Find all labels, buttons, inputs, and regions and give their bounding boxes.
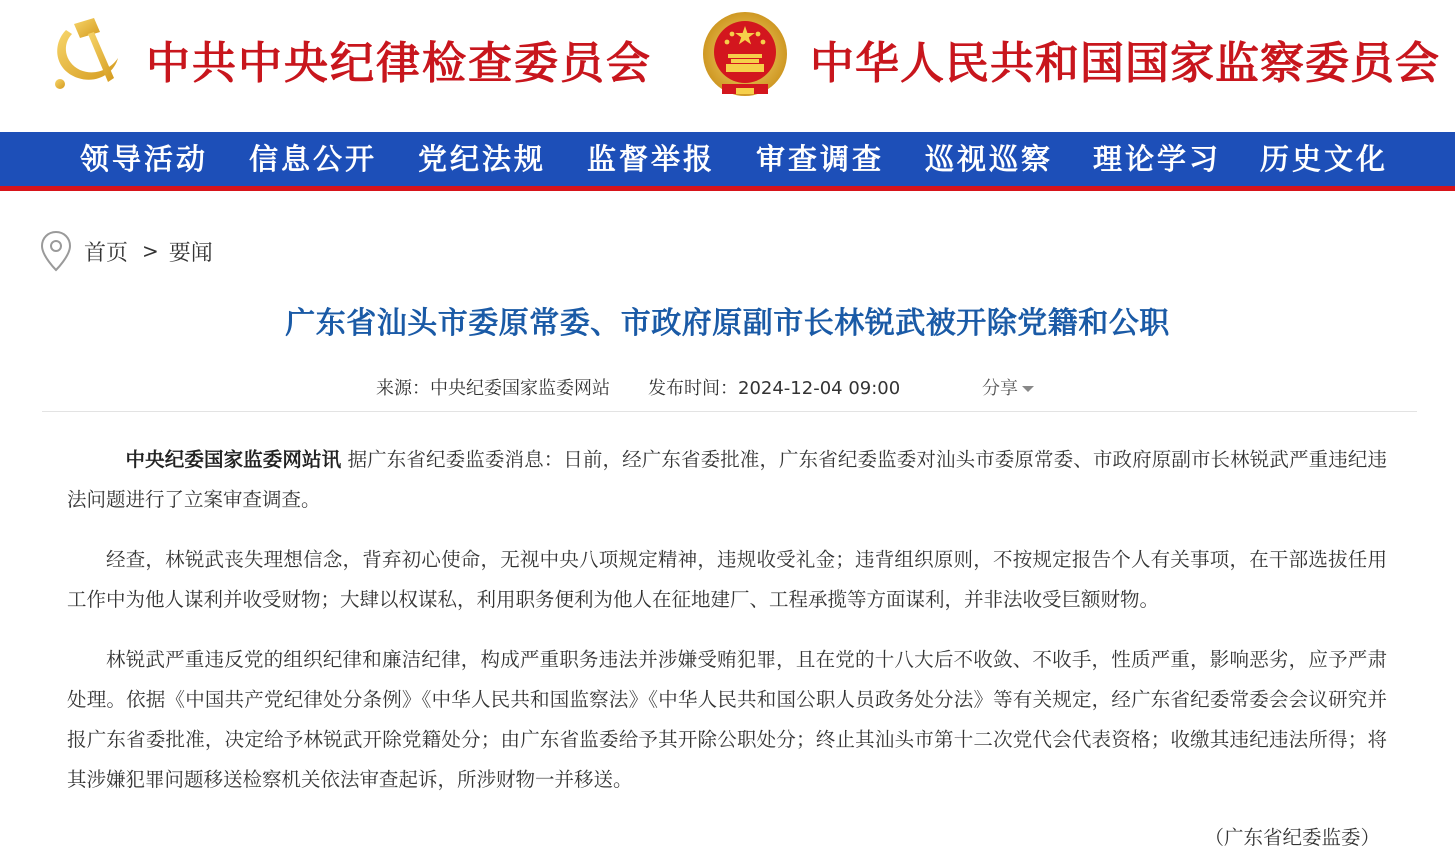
national-emblem-icon[interactable] <box>700 10 790 102</box>
article-paragraph <box>67 440 1387 520</box>
breadcrumb <box>40 230 213 272</box>
location-pin-icon <box>40 230 72 272</box>
breadcrumb-home-link[interactable]: 首页 <box>84 240 129 266</box>
nav-item-theory[interactable]: 理论学习 <box>1093 142 1222 176</box>
article-title: 广东省汕头市委原常委、市政府原副市长林锐武被开除党籍和公职 <box>285 306 1170 341</box>
nav-item-regulations[interactable]: 党纪法规 <box>418 142 547 176</box>
breadcrumb-current-link[interactable]: 要闻 <box>168 240 213 266</box>
title-national-supervisory-commission: 中华人民共和国国家监察委员会 <box>810 38 1440 89</box>
article-paragraph-3: 林锐武严重违反党的组织纪律和廉洁纪律，构成严重职务违法并涉嫌受贿犯罪，且在党的十八大后不收敛、不收手，性质严重，影响恶劣，应予严肃处理。依据《中国共产党纪律处分条例》《中华人民共和国监察法》《中华人民共和国公职人员政务处分法》等有关规定，经广东省纪委常委会会议研究并报广东省委批准，决定给予林锐武开除党籍处分；由广东省监委给予其开除公职处分；终止其汕头市第十二次党代会代表资格；收缴其违纪违法所得；将其涉嫌犯罪问题移送检察机关依法审查起诉，所涉财物一并移送。 <box>67 648 1387 791</box>
site-header <box>0 0 1455 132</box>
nav-item-leadership[interactable]: 领导活动 <box>80 142 209 176</box>
nav-item-investigation[interactable]: 审查调查 <box>756 142 885 176</box>
article-footer-source: （广东省纪委监委） <box>1204 826 1380 849</box>
meta-divider <box>42 411 1417 412</box>
nav-item-history[interactable]: 历史文化 <box>1260 142 1389 176</box>
article-paragraph-1-text: 据广东省纪委监委消息：日前，经广东省委批准，广东省纪委监委对汕头市委原常委、市政府原副市长林锐武严重违纪违法问题进行了立案审查调查。 <box>67 448 1387 511</box>
share-button[interactable] <box>982 376 1034 402</box>
nav-item-information[interactable]: 信息公开 <box>249 142 378 176</box>
nav-item-inspection[interactable]: 巡视巡察 <box>925 142 1054 176</box>
article-lead: 中央纪委国家监委网站讯 <box>125 448 342 471</box>
chevron-down-icon <box>1022 386 1034 392</box>
party-emblem-icon[interactable] <box>44 12 126 94</box>
article-publish-time: 发布时间：2024-12-04 09:00 <box>648 378 901 399</box>
nav-item-report[interactable]: 监督举报 <box>587 142 716 176</box>
title-cpc-ccdi: 中共中央纪律检查委员会 <box>146 38 652 89</box>
share-label: 分享 <box>982 378 1018 399</box>
article-paragraph-2: 经查，林锐武丧失理想信念，背弃初心使命，无视中央八项规定精神，违规收受礼金；违背组织原则，不按规定报告个人有关事项，在干部选拔任用工作中为他人谋利并收受财物；大肆以权谋私，利用职务便利为他人在征地建厂、工程承揽等方面谋利，并非法收受巨额财物。 <box>67 548 1387 611</box>
nav-divider <box>0 186 1455 191</box>
article-source: 来源：中央纪委国家监委网站 <box>376 378 610 399</box>
main-nav <box>0 132 1455 186</box>
breadcrumb-separator: > <box>142 239 159 263</box>
